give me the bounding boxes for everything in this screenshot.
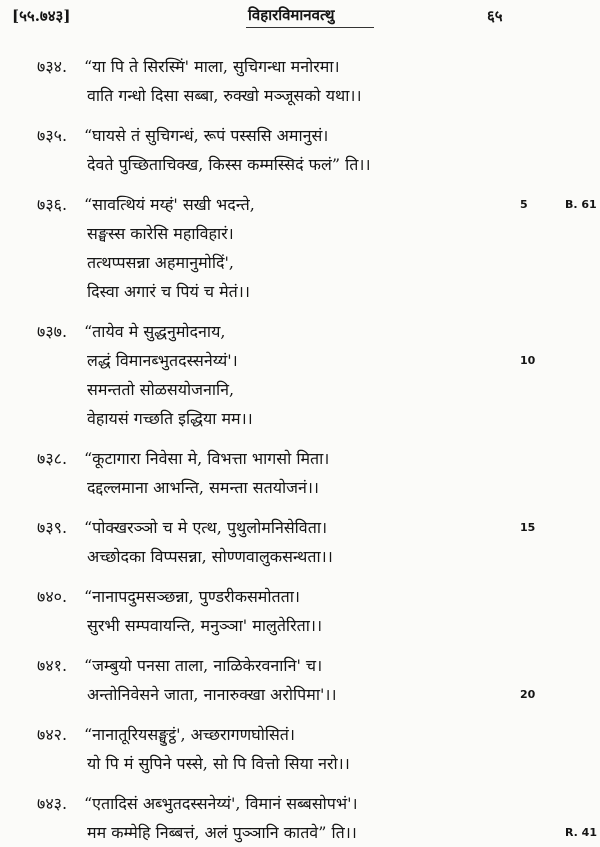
verse-line	[0, 818, 600, 847]
margin-line-number: 20	[520, 688, 536, 701]
header-verse-range: [५५.७४३]	[12, 7, 71, 25]
verse-line	[0, 121, 600, 150]
verse-line	[0, 317, 600, 346]
verse-line	[0, 190, 600, 219]
verse-block	[0, 720, 600, 778]
verse-text: दद्दल्लमाना आभन्ति, समन्ता सतयोजनं।।	[87, 478, 319, 497]
verse-line	[0, 789, 600, 818]
verse-gap	[0, 502, 600, 513]
verse-number: ७४३.	[37, 794, 68, 813]
edition-reference: R. 41	[565, 826, 597, 839]
verse-number: ७३६.	[37, 195, 68, 214]
verse-line	[0, 52, 600, 81]
verse-text: यो पि मं सुपिने पस्से, सो पि वित्तो सिया नरो।।	[87, 754, 350, 773]
verse-line	[0, 81, 600, 110]
verse-gap	[0, 306, 600, 317]
verse-text: “नानातूरियसङ्घुट्ठं', अच्छरागणघोसितं।	[84, 725, 295, 744]
verse-text: अन्तोनिवेसने जाता, नानारुक्खा अरोपिमा'।।	[87, 685, 337, 704]
verse-line	[0, 651, 600, 680]
verse-number: ७३८.	[37, 449, 68, 468]
verse-line	[0, 720, 600, 749]
verse-gap	[0, 640, 600, 651]
verse-gap	[0, 778, 600, 789]
header-title: विहारविमानवत्थु	[248, 6, 335, 24]
verse-line	[0, 375, 600, 404]
verse-text: वाति गन्धो दिसा सब्बा, रुक्खो मञ्जूसको यथा।।	[87, 86, 362, 105]
margin-line-number: 5	[520, 198, 528, 211]
verse-text: “घायसे तं सुचिगन्धं, रूपं पस्ससि अमानुसं।	[84, 126, 329, 145]
verse-text: “जम्बुयो पनसा ताला, नाळिकेरवनानि' च।	[84, 656, 323, 675]
verse-number: ७४०.	[37, 587, 68, 606]
edition-reference: B. 61	[565, 198, 597, 211]
margin-line-number: 10	[520, 354, 536, 367]
verse-line	[0, 582, 600, 611]
verse-text: वेहायसं गच्छति इद्धिया मम।।	[87, 409, 253, 428]
verse-text: “पोक्खरञ्ञो च मे एत्थ, पुथुलोमनिसेविता।	[84, 518, 328, 537]
verse-line	[0, 444, 600, 473]
verse-line	[0, 513, 600, 542]
verse-text: मम कम्मेहि निब्बत्तं, अलं पुञ्ञानि कातवे” ति।।	[87, 823, 357, 842]
verse-block	[0, 190, 600, 306]
verse-gap	[0, 110, 600, 121]
verse-text: देवते पुच्छिताचिक्ख, किस्स कम्मस्सिदं फलं” ति।।	[87, 155, 371, 174]
verse-gap	[0, 179, 600, 190]
verse-text: समन्ततो सोळसयोजनानि,	[87, 380, 235, 399]
verse-block	[0, 52, 600, 110]
page-header	[0, 0, 600, 30]
verse-text: “सावत्थियं मय्हं' सखी भदन्ते,	[84, 195, 255, 214]
verse-text: तत्थप्पसन्ना अहमानुमोदिं',	[87, 253, 234, 272]
verse-text: दिस्वा अगारं च पियं च मेतं।।	[87, 282, 250, 301]
verse-block	[0, 651, 600, 709]
verse-block	[0, 317, 600, 433]
verse-number: ७४१.	[37, 656, 68, 675]
verse-line	[0, 248, 600, 277]
verse-line	[0, 346, 600, 375]
verse-text: “एतादिसं अब्भुतदस्सनेय्यं', विमानं सब्बसोपभं'।	[84, 794, 358, 813]
verse-number: ७३४.	[37, 57, 68, 76]
verse-line	[0, 219, 600, 248]
verse-text: “कूटागारा निवेसा मे, विभत्ता भागसो मिता।	[84, 449, 330, 468]
verse-text: लद्धं विमानब्भुतदस्सनेय्यं'।	[87, 351, 238, 370]
verse-text: सुरभी सम्पवायन्ति, मनुञ्ञा' मालुतेरिता।।	[87, 616, 323, 635]
verse-number: ७४२.	[37, 725, 68, 744]
verse-block	[0, 513, 600, 571]
verse-line	[0, 611, 600, 640]
verse-gap	[0, 709, 600, 720]
verse-list	[0, 52, 600, 847]
verse-line	[0, 542, 600, 571]
verse-number: ७३७.	[37, 322, 68, 341]
verse-text: “नानापदुमसञ्छन्ना, पुण्डरीकसमोतता।	[84, 587, 300, 606]
verse-text: “या पि ते सिरस्मिं' माला, सुचिगन्धा मनोरमा।	[84, 57, 340, 76]
verse-block	[0, 121, 600, 179]
verse-line	[0, 277, 600, 306]
page-number: ६५	[487, 7, 503, 25]
verse-block	[0, 444, 600, 502]
verse-text: “तायेव मे सुद्धनुमोदनाय,	[84, 322, 226, 341]
verse-line	[0, 473, 600, 502]
verse-text: अच्छोदका विप्पसन्ना, सोण्णवालुकसन्थता।।	[87, 547, 333, 566]
verse-text: सङ्घस्स कारेसि महाविहारं।	[87, 224, 234, 243]
verse-gap	[0, 571, 600, 582]
verse-number: ७३९.	[37, 518, 68, 537]
verse-line	[0, 749, 600, 778]
verse-block	[0, 582, 600, 640]
verse-gap	[0, 433, 600, 444]
verse-line	[0, 150, 600, 179]
verse-line	[0, 404, 600, 433]
margin-line-number: 15	[520, 521, 536, 534]
verse-number: ७३५.	[37, 126, 68, 145]
verse-block	[0, 789, 600, 847]
verse-line	[0, 680, 600, 709]
header-rule	[246, 27, 374, 28]
